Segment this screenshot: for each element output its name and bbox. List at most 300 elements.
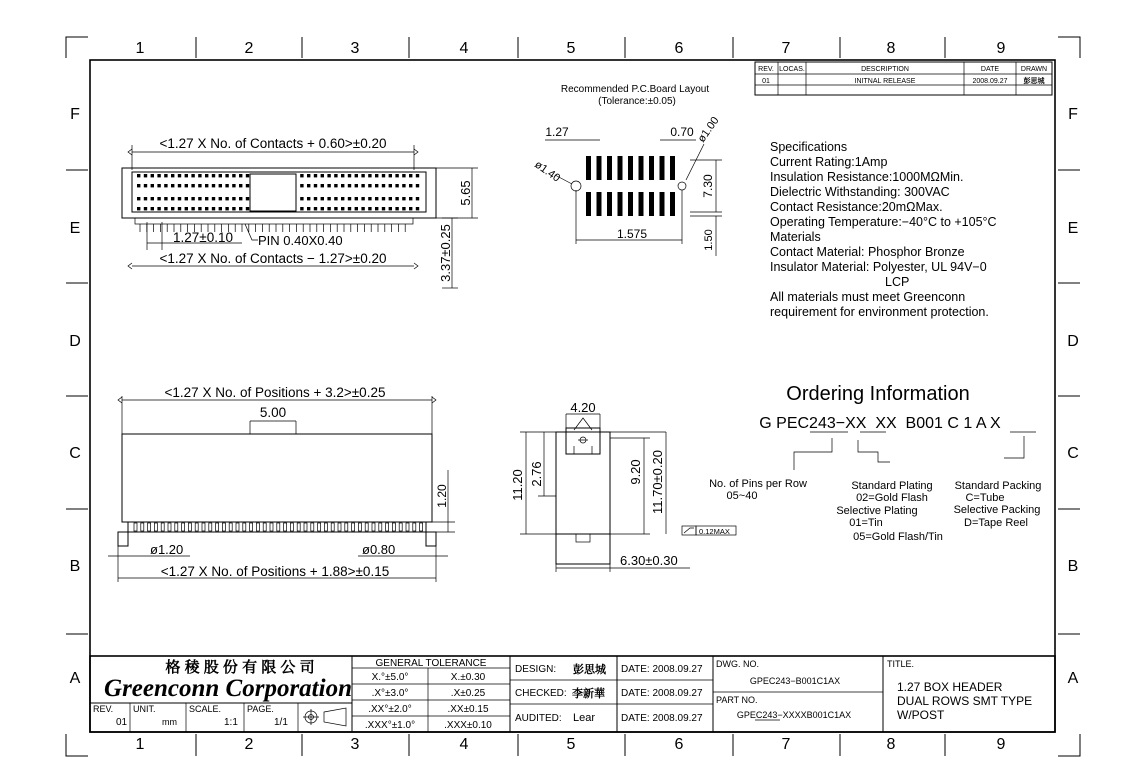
contact-pin (341, 184, 344, 187)
contact-pin (300, 184, 303, 187)
contact-pin (178, 174, 181, 177)
contact-pin (246, 207, 249, 210)
pad-bottom (628, 192, 633, 216)
row-letter-right: A (1067, 670, 1079, 687)
column-number-bottom: 1 (135, 736, 145, 753)
front-pin (161, 523, 164, 531)
contact-pin (348, 207, 351, 210)
row-letter-left: F (70, 106, 80, 123)
ordering-code: G PEC243−XX XX B001 C 1 A X (759, 415, 1001, 432)
front-pin (345, 523, 348, 531)
front-pin (263, 523, 266, 531)
contact-pin (361, 184, 364, 187)
pins-label: No. of Pins per Row (709, 478, 807, 490)
contact-pin (212, 174, 215, 177)
contact-pin (409, 184, 412, 187)
column-number-top: 4 (459, 40, 469, 57)
audited-value: Lear (573, 712, 596, 724)
spec-line: Contact Resistance:20mΩMax. (770, 200, 943, 214)
linear-tolerance: .XX±0.15 (447, 704, 489, 715)
contact-pin (137, 174, 140, 177)
column-number-bottom: 9 (996, 736, 1006, 753)
pad-length-dim: 1.50 (703, 229, 715, 251)
tolerance-table (365, 672, 492, 731)
contact-pin (334, 207, 337, 210)
contact-pin (191, 197, 194, 200)
contact-pin (151, 197, 154, 200)
row-letter-left: E (69, 220, 81, 237)
front-pin (331, 523, 334, 531)
contact-pin (409, 207, 412, 210)
column-number-top: 6 (674, 40, 684, 57)
contact-pin (355, 197, 358, 200)
front-pin (297, 523, 300, 531)
contact-pin (375, 174, 378, 177)
side-total-dim: 11.20 (510, 469, 525, 501)
row-letter-left: A (69, 670, 81, 687)
front-pin (399, 523, 402, 531)
date-value: 2008.09.27 (972, 78, 1008, 85)
contact-pin (185, 174, 188, 177)
pad-pitch-dim: 1.27 (545, 125, 569, 139)
contact-pin (402, 174, 405, 177)
contact-pin (368, 174, 371, 177)
spec-line: requirement for environment protection. (770, 305, 989, 319)
spec-line: Operating Temperature:−40°C to +105°C (770, 215, 997, 229)
packing-option: Standard Packing (954, 480, 1042, 492)
contact-pin (300, 174, 303, 177)
contact-pin (164, 207, 167, 210)
pad-top (639, 156, 644, 180)
contact-pin (219, 174, 222, 177)
front-pin (148, 523, 151, 531)
contact-pin (164, 197, 167, 200)
contact-pin (191, 174, 194, 177)
title-line: DUAL ROWS SMT TYPE (897, 694, 1033, 708)
top-view (122, 136, 478, 288)
page-value: 1/1 (274, 717, 288, 728)
top-height-dim: 5.65 (458, 180, 473, 206)
contact-pin (137, 207, 140, 210)
front-pin (141, 523, 144, 531)
contact-pin (307, 207, 310, 210)
plating-option: 05=Gold Flash/Tin (853, 531, 943, 543)
front-pin (358, 523, 361, 531)
front-pin (256, 523, 259, 531)
pad-top (586, 156, 591, 180)
front-pin (209, 523, 212, 531)
front-pins (134, 523, 423, 531)
pad-width-dim: 0.70 (670, 125, 694, 139)
angular-tolerance: X.°±5.0° (371, 672, 409, 683)
contact-pin (382, 174, 385, 177)
contact-pin (368, 184, 371, 187)
row-letter-right: D (1067, 333, 1079, 350)
design-label: DESIGN: (515, 664, 557, 675)
spec-line: All materials must meet Greenconn (770, 290, 966, 304)
front-pin (290, 523, 293, 531)
pad-top (670, 156, 675, 180)
checked-label: CHECKED: (515, 688, 567, 699)
pin-size-label: PIN 0.40X0.40 (258, 233, 343, 248)
scale-label: SCALE. (189, 704, 222, 714)
pad-bottom (639, 192, 644, 216)
pad-bottom (649, 192, 654, 216)
contact-pin (178, 207, 181, 210)
pin-array (137, 174, 419, 210)
pad-top (660, 156, 665, 180)
spec-line: Insulator Material: Polyester, UL 94V−0 (770, 260, 987, 274)
front-pin (188, 523, 191, 531)
contact-pin (300, 197, 303, 200)
column-number-top: 8 (886, 40, 896, 57)
contact-pin (137, 184, 140, 187)
scale-value: 1:1 (224, 717, 238, 728)
contact-pin (246, 197, 249, 200)
title-label: TITLE. (887, 659, 915, 669)
contact-pin (164, 184, 167, 187)
contact-pin (212, 197, 215, 200)
front-pin (175, 523, 178, 531)
front-pin (182, 523, 185, 531)
revision-table (755, 62, 1052, 95)
front-pin (311, 523, 314, 531)
front-pin (365, 523, 368, 531)
unit-value: mm (162, 717, 177, 727)
row-letter-right: B (1067, 558, 1079, 575)
linear-tolerance: .X±0.25 (450, 688, 486, 699)
checked-date: DATE: 2008.09.27 (621, 688, 703, 699)
contact-pin (246, 174, 249, 177)
contact-pin (185, 184, 188, 187)
side-width-dim: 4.20 (570, 400, 596, 415)
contact-pin (395, 197, 398, 200)
front-pin (352, 523, 355, 531)
column-number-top: 1 (135, 40, 145, 57)
contact-pin (157, 197, 160, 200)
contact-pin (191, 184, 194, 187)
contact-pin (219, 184, 222, 187)
drawn-value: 彭思城 (1023, 78, 1045, 85)
contact-pin (191, 207, 194, 210)
row-letter-left: C (69, 445, 81, 462)
contact-pin (205, 207, 208, 210)
front-overall-dim: <1.27 X No. of Positions + 3.2>±0.25 (164, 385, 386, 400)
design-value: 彭思城 (573, 664, 606, 676)
contact-pin (205, 174, 208, 177)
rev-value: 01 (762, 78, 770, 85)
front-pin (284, 523, 287, 531)
contact-pin (355, 207, 358, 210)
contact-pin (232, 207, 235, 210)
front-pin (318, 523, 321, 531)
contact-pin (212, 207, 215, 210)
row-letter-right: E (1067, 220, 1079, 237)
contact-pin (389, 207, 392, 210)
front-bottom-dim: <1.27 X No. of Positions + 1.88>±0.15 (160, 564, 390, 579)
side-view (510, 400, 736, 572)
coplanarity-label: 0.12MAX (699, 527, 730, 536)
contact-pin (178, 197, 181, 200)
row-letter-right: C (1067, 445, 1079, 462)
contact-pin (395, 184, 398, 187)
contact-pin (314, 197, 317, 200)
packing-options (954, 480, 1042, 529)
contact-pin (151, 184, 154, 187)
pad-bottom (586, 192, 591, 216)
column-number-bottom: 2 (244, 736, 254, 753)
front-pin (338, 523, 341, 531)
contact-pin (198, 184, 201, 187)
spec-line: Dielectric Withstanding: 300VAC (770, 185, 950, 199)
packing-option: Selective Packing (953, 504, 1041, 516)
contact-pin (225, 174, 228, 177)
column-number-bottom: 4 (459, 736, 469, 753)
column-number-bottom: 3 (350, 736, 360, 753)
contact-pin (341, 197, 344, 200)
contact-pin (171, 197, 174, 200)
spec-line: Current Rating:1Amp (770, 155, 888, 169)
pitch-dim: 1.27±0.10 (173, 230, 233, 245)
contact-pin (416, 197, 419, 200)
audited-label: AUDITED: (515, 713, 562, 724)
packing-option: C=Tube (965, 492, 1005, 504)
drawing-title (897, 680, 1032, 722)
row-letter-left: D (69, 333, 81, 350)
body-dim: 9.20 (628, 459, 643, 485)
contact-pin (205, 197, 208, 200)
contact-pin (348, 184, 351, 187)
contact-pin (327, 197, 330, 200)
tolerance-header: GENERAL TOLERANCE (375, 658, 487, 669)
plating-option: Standard Plating (851, 480, 933, 492)
plating-options (836, 480, 943, 543)
column-number-top: 9 (996, 40, 1006, 57)
contact-pin (157, 184, 160, 187)
contact-pin (416, 184, 419, 187)
front-pin (324, 523, 327, 531)
plating-option: Selective Plating (836, 505, 918, 517)
front-view (108, 385, 455, 582)
spec-line: Insulation Resistance:1000MΩMin. (770, 170, 964, 184)
contact-pin (402, 207, 405, 210)
contact-pin (157, 174, 160, 177)
contact-pin (307, 197, 310, 200)
pad-pattern (586, 156, 675, 216)
date-header: DATE (980, 66, 1000, 73)
contact-pin (198, 207, 201, 210)
column-number-top: 7 (781, 40, 791, 57)
front-pin (392, 523, 395, 531)
contact-pin (327, 184, 330, 187)
contact-pin (232, 174, 235, 177)
contact-pin (402, 197, 405, 200)
company-name-cn: 格 稜 股 份 有 限 公 司 (165, 659, 315, 676)
contact-pin (368, 207, 371, 210)
contact-pin (212, 184, 215, 187)
pad-bottom (660, 192, 665, 216)
pcb-layout-title: Recommended P.C.Board Layout (560, 84, 710, 95)
hole1-dim: ø1.20 (150, 542, 184, 557)
title-line: 1.27 BOX HEADER (897, 680, 1003, 694)
contact-pin (355, 184, 358, 187)
ordering-information (709, 383, 1041, 543)
column-number-bottom: 8 (886, 736, 896, 753)
contact-pin (368, 197, 371, 200)
locator-hole-dim: ø1.40 (532, 158, 563, 185)
contact-pin (137, 197, 140, 200)
front-pin (277, 523, 280, 531)
contact-pin (361, 174, 364, 177)
row-letter-right: F (1068, 106, 1078, 123)
pad-top (607, 156, 612, 180)
contact-pin (314, 207, 317, 210)
pad-bottom (618, 192, 623, 216)
spec-line: Contact Material: Phosphor Bronze (770, 245, 965, 259)
packing-option: D=Tape Reel (964, 517, 1028, 529)
plating-option: 01=Tin (849, 517, 883, 529)
pad-bottom (607, 192, 612, 216)
pcb-layout (532, 84, 722, 256)
contact-pin (382, 184, 385, 187)
contact-pin (171, 184, 174, 187)
top-inner-dim: <1.27 X No. of Contacts − 1.27>±0.20 (159, 251, 387, 266)
contact-pin (348, 174, 351, 177)
post-hole-dim: ø1.00 (695, 114, 722, 145)
front-pin (243, 523, 246, 531)
front-pin (216, 523, 219, 531)
pcb-tolerance: (Tolerance:±0.05) (598, 96, 676, 107)
pad-bottom (597, 192, 602, 216)
company-logo: Greenconn Corporation (104, 675, 352, 702)
unit-label: UNIT. (133, 704, 156, 714)
contact-pin (151, 207, 154, 210)
front-pin (379, 523, 382, 531)
contact-pin (198, 197, 201, 200)
angular-tolerance: .X°±3.0° (371, 688, 409, 699)
contact-pin (361, 197, 364, 200)
column-number-top: 2 (244, 40, 254, 57)
contact-pin (409, 174, 412, 177)
contact-pin (402, 184, 405, 187)
contact-pin (348, 197, 351, 200)
contact-pin (361, 207, 364, 210)
contact-pin (341, 207, 344, 210)
hole-span-dim: 1.575 (616, 227, 648, 241)
contact-pin (225, 207, 228, 210)
contact-pin (300, 207, 303, 210)
contact-pin (395, 174, 398, 177)
contact-pin (321, 207, 324, 210)
contact-pin (232, 184, 235, 187)
description-header: DESCRIPTION (861, 66, 909, 73)
contact-pin (185, 197, 188, 200)
contact-pin (171, 174, 174, 177)
locas-header: LOCAS. (779, 66, 805, 73)
key-width-dim: 5.00 (259, 405, 287, 420)
spec-line: Specifications (770, 140, 848, 154)
page-label: PAGE. (247, 704, 274, 714)
front-pin (202, 523, 205, 531)
contact-pin (321, 184, 324, 187)
pad-top (628, 156, 633, 180)
spec-line: LCP (885, 275, 910, 289)
contact-pin (327, 207, 330, 210)
contact-pin (219, 207, 222, 210)
contact-pin (144, 184, 147, 187)
front-pin (270, 523, 273, 531)
contact-pin (382, 207, 385, 210)
angular-tolerance: .XX°±2.0° (368, 704, 412, 715)
linear-tolerance: .XXX±0.10 (444, 720, 492, 731)
front-pin (406, 523, 409, 531)
front-pin (134, 523, 137, 531)
contact-pin (334, 184, 337, 187)
contact-pin (321, 174, 324, 177)
rev-value: 01 (116, 717, 128, 728)
specifications (770, 140, 997, 319)
linear-tolerance: X.±0.30 (450, 672, 486, 683)
post-dim: 3.37±0.25 (438, 224, 453, 282)
pad-top (597, 156, 602, 180)
front-pin (386, 523, 389, 531)
contact-pin (157, 207, 160, 210)
contact-pin (171, 207, 174, 210)
contact-pin (178, 184, 181, 187)
contact-pin (334, 174, 337, 177)
contact-pin (205, 184, 208, 187)
contact-pin (375, 197, 378, 200)
front-pin (250, 523, 253, 531)
contact-dim: 2.76 (529, 461, 544, 487)
column-number-bottom: 6 (674, 736, 684, 753)
contact-pin (314, 174, 317, 177)
angular-tolerance: .XXX°±1.0° (364, 720, 416, 731)
design-date: DATE: 2008.09.27 (621, 664, 703, 675)
rev-label: REV. (93, 704, 114, 714)
contact-pin (341, 174, 344, 177)
front-pin (168, 523, 171, 531)
contact-pin (355, 174, 358, 177)
column-number-bottom: 5 (566, 736, 576, 753)
contact-pin (198, 174, 201, 177)
contact-pin (307, 174, 310, 177)
drawn-header: DRAWN (1020, 66, 1048, 73)
front-height-dim: 1.20 (435, 484, 449, 508)
row-letter-left: B (69, 558, 81, 575)
contact-pin (164, 174, 167, 177)
base-width-dim: 6.30±0.30 (620, 553, 678, 568)
pins-range: 05~40 (726, 490, 758, 502)
column-number-bottom: 7 (781, 736, 791, 753)
pad-span-dim: 7.30 (701, 174, 715, 198)
part-number: GPEC243−XXXXB001C1AX (736, 710, 852, 720)
contact-pin (246, 184, 249, 187)
contact-pin (375, 184, 378, 187)
front-pin (222, 523, 225, 531)
contact-pin (239, 184, 242, 187)
column-number-top: 3 (350, 40, 360, 57)
contact-pin (239, 207, 242, 210)
contact-pin (219, 197, 222, 200)
contact-pin (239, 174, 242, 177)
checked-value: 李新華 (572, 688, 605, 700)
front-pin (372, 523, 375, 531)
contact-pin (327, 174, 330, 177)
pad-top (649, 156, 654, 180)
contact-pin (375, 207, 378, 210)
contact-pin (225, 197, 228, 200)
